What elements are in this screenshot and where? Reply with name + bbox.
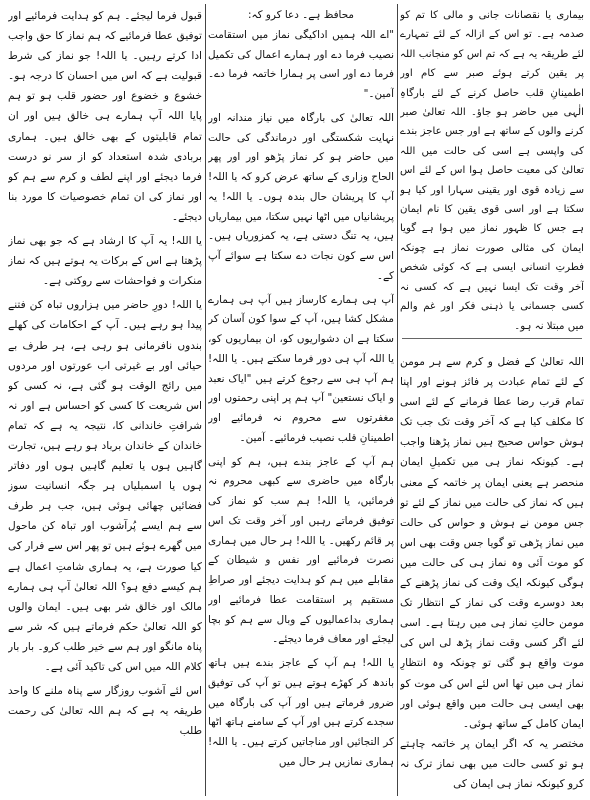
- middle-paragraph-4: یا اللہ! ہم آپ کے عاجز بندے ہیں ہاتھ باندھ کر کھڑے ہوتے ہیں تو آپ کی توفیق ضرور فرماتے ہیں اور آپ کی بارگاہ میں سجدے کرتے ہیں اور آپ کے سامنے ہاتھ اٹھا کر التجائیں اور مناجاتیں کرتے ہیں۔ یا اللہ! ہماری نمازیں ہر حال میں: [208, 657, 394, 768]
- middle-paragraph-3: ہم آپ کے عاجز بندے ہیں، ہم کو اپنی بارگاہ میں حاضری سے کبھی محروم نہ فرمائیں، یا اللہ! ہم سب کو نماز کی توفیق فرماتے رہیں اور آخر وقت تک اس پر قائم رکھیں۔ یا اللہ! ہر حال میں ہماری نصرت فرمائیے اور نفس و شیطان کے مقابلے میں ہم کو ہدایت دیجئے اور صراطِ مستقیم پر استقامت عطا فرمائیے اور ہماری بداعمالیوں کے وبال سے ہم کو بچا لیجئے اور معاف فرما دیجئے۔: [208, 455, 394, 646]
- right-paragraph-1: بیماری یا نقصانات جانی و مالی کا تم کو صدمہ ہے۔ تو اس کے ازالہ کے لئے تمہارے لئے طریقہ یہ ہے کہ تم اس کو منجانب اللہ پر یقین کرتے ہوئے صبر سے کام اور اطمینانِ قلب حاصل کرنے کے لئے بارگاہِ الٰہی میں حاضر ہو جاؤ۔ اللہ تعالیٰ صبر کرنے والوں کے ساتھ ہے اور جس عاجز بندے کی واپسی ہے اسی کی حالت میں اللہ تعالیٰ کی معیت حاصل ہوا اس کے لئے اس سے زیادہ قوی اور یقینی سہارا اور کیا ہو سکتا ہے اور اسی قوی یقین کا نام ایمان ہے جس کا ظہور نماز میں ہوا ہے گویا ایمان کی مثالی صورت نماز ہے چونکہ فطرتِ انسانی ایسی ہے کہ کوئی شخص آخر وقت تک ایسا نہیں ہے کہ کسی نہ کسی جسمانی یا ذہنی فکر اور غم والم میں مبتلا نہ ہو۔: [400, 10, 584, 332]
- right-column-top: [400, 6, 584, 336]
- right-column-bottom: [400, 352, 584, 796]
- middle-paragraph-1: اللہ تعالیٰ کی بارگاہ میں نیاز مندانہ اور نہایت شکستگی اور درماندگی کی حالت میں حاضر ہو کر نماز پڑھو اور اور پھر الحاح وزاری کے ساتھ عرض کرو کہ یا اللہ! آپ کا پریشان حال بندہ ہوں۔ یا اللہ! یہ پریشانیاں میں اٹھا نہیں سکتا، میں بیماریاں ہیں، یہ تنگ دستی ہے، یہ کمزوریاں ہیں۔ اس سے کون نجات دے سکتا ہے سوائے آپ کے۔: [208, 111, 394, 282]
- middle-paragraph-2: آپ ہی ہمارے کارساز ہیں آپ ہی ہمارے مشکل کشا ہیں، آپ کے سوا کون آسان کر سکتا ہے ان دشواریوں کو، ان بیماریوں کو، یا اللہ آپ ہی دور فرما سکتے ہیں۔ یا اللہ! ہم آپ ہی سے رجوع کرتے ہیں "ایاک نعبد و ایاک نستعین" آپ ہم پر اپنی رحمتوں اور مغفرتوں سے محروم نہ فرمائیے اور اطمینانِ قلب نصیب فرمائیے۔ آمین۔: [208, 293, 394, 444]
- left-paragraph-4: اس لئے آشوب روزگار سے پناہ ملنے کا واحد طریقہ یہ ہے کہ ہم اللہ تعالیٰ کی رحمت طلب: [8, 685, 202, 738]
- middle-column: [208, 6, 394, 796]
- right-paragraph-3: مختصر یہ کہ اگر ایمان پر خاتمہ چاہتے ہو تو کسی حالت میں بھی نماز ترک نہ کرو کیونکہ نماز ہی ایمان کی: [400, 737, 584, 790]
- middle-heading: محافظ ہے۔ دعا کرو کہ:: [248, 9, 354, 21]
- left-paragraph-2: یا اللہ! یہ آپ کا ارشاد ہے کہ جو بھی نماز پڑھتا ہے اس کے برکات یہ ہوتے ہیں کہ نماز منکرات و فواحشات سے روکتی ہے۔: [8, 235, 202, 288]
- section-divider: [402, 338, 582, 339]
- middle-prayer-quote: "اے اللہ ہمیں اداکیگی نماز میں استقامت نصیب فرما دے اور ہمارے اعمال کی تکمیل فرما دے اور اسی پر ہمارا خاتمہ فرما دے۔ آمین۔": [208, 28, 394, 100]
- column-divider-right: [397, 4, 398, 796]
- column-divider-left: [205, 4, 206, 796]
- left-paragraph-3: یا اللہ! دورِ حاضر میں ہزاروں تباہ کن فتنے پیدا ہو رہے ہیں۔ آپ کے احکامات کی کھلے بندوں نافرمانی ہو رہی ہے، ہر طرف بے حیائی اور بے غیرتی اب عورتوں اور مردوں میں رائج الوقت ہو گئی ہے، نہ کسی کو اس شریعت کا کسی کو احساس ہے اور نہ شرافتِ خاندانی کا، نتیجہ یہ ہے کہ تمام خاندان کے خاندان برباد ہو رہے ہیں، تجارت گاہیں ہوں یا تعلیم گاہیں ہوں اور دفاتر ہوں یا اسمبلیاں ہر جگہ انسانیت سوز فضائیں چھائی ہوئی ہیں، جب ہر طرف سے ہم ایسے پُرآشوب اور تباہ کن ماحول میں گھرے ہوئے ہیں تو پھر اس سے فرار کی کیا صورت ہے، یہ ہماری شامتِ اعمال ہے ہم کیسے دفع ہو؟ اللہ تعالیٰ آپ ہی ہمارے مالک اور خالق شر بھی ہیں۔ ایمان والوں کو اللہ تعالیٰ حکم فرماتے ہیں کہ شر سے پناہ مانگو اور ہم سے خیر طلب کرو۔ بار بار کلام اللہ میں اس کی تاکید آئی ہے۔: [8, 299, 202, 673]
- left-paragraph-1: قبول فرما لیجئے۔ ہم کو ہدایت فرمائیے اور توفیق عطا فرمائیے کہ ہم نماز کا حق واجب ادا کرتے رہیں۔ یا اللہ! جو نماز کی شرط قبولیت ہے کہ اس میں احسان کا درجہ ہو۔ خشوع و خضوع اور حضور قلب ہو تو ہم پایا اللہ آپ ہمارے ہی خالق ہیں اور ان تمام قابلیتوں کے بھی خالق ہیں۔ ہماری بربادی شدہ استعداد کو از سر نو درست فرما دیجئے اور اپنے لطف و کرم سے ہم کو اور نماز کی ان تمام خصوصیات کا مورد بنا دیجئے۔: [8, 10, 202, 223]
- right-paragraph-2: اللہ تعالیٰ کے فضل و کرم سے ہر مومن کے لئے تمام عبادت پر فائز ہونے اور اپنا تمام قرب رضا عطا فرمانے کے لئے اسی کا مکلف کیا ہے کہ آخر وقت تک جب تک ہوش حواس صحیح ہیں نماز پڑھنا واجب ہے۔ کیونکہ نماز ہی میں تکمیلِ ایمان منحصر ہے یعنی ایمان پر خاتمہ کے معنی ہیں کہ نماز کی حالت میں نماز کے لئے تو جس مومن نے ہوش و حواس کی حالت میں نماز پڑھی تو گویا جس وقت بھی اس کو موت آئی وہ نماز ہی کی حالت میں ہوگی کیونکہ ایک وقت کی نماز پڑھنے کے بعد دوسرے وقت کی نماز کے انتظار تک مومن حالتِ نماز ہی میں رہتا ہے۔ اسی لئے اگر کسی وقت نماز پڑھ لی اس کی موت واقع ہو گئی تو چونکہ وہ انتظارِ نماز ہی میں تھا اس لئے اس کی موت کو بھی ایسی ہی حالت میں واقع ہوئی اور ایمان کامل کے ساتھ ہوئی۔: [400, 356, 584, 730]
- left-column: [8, 6, 202, 796]
